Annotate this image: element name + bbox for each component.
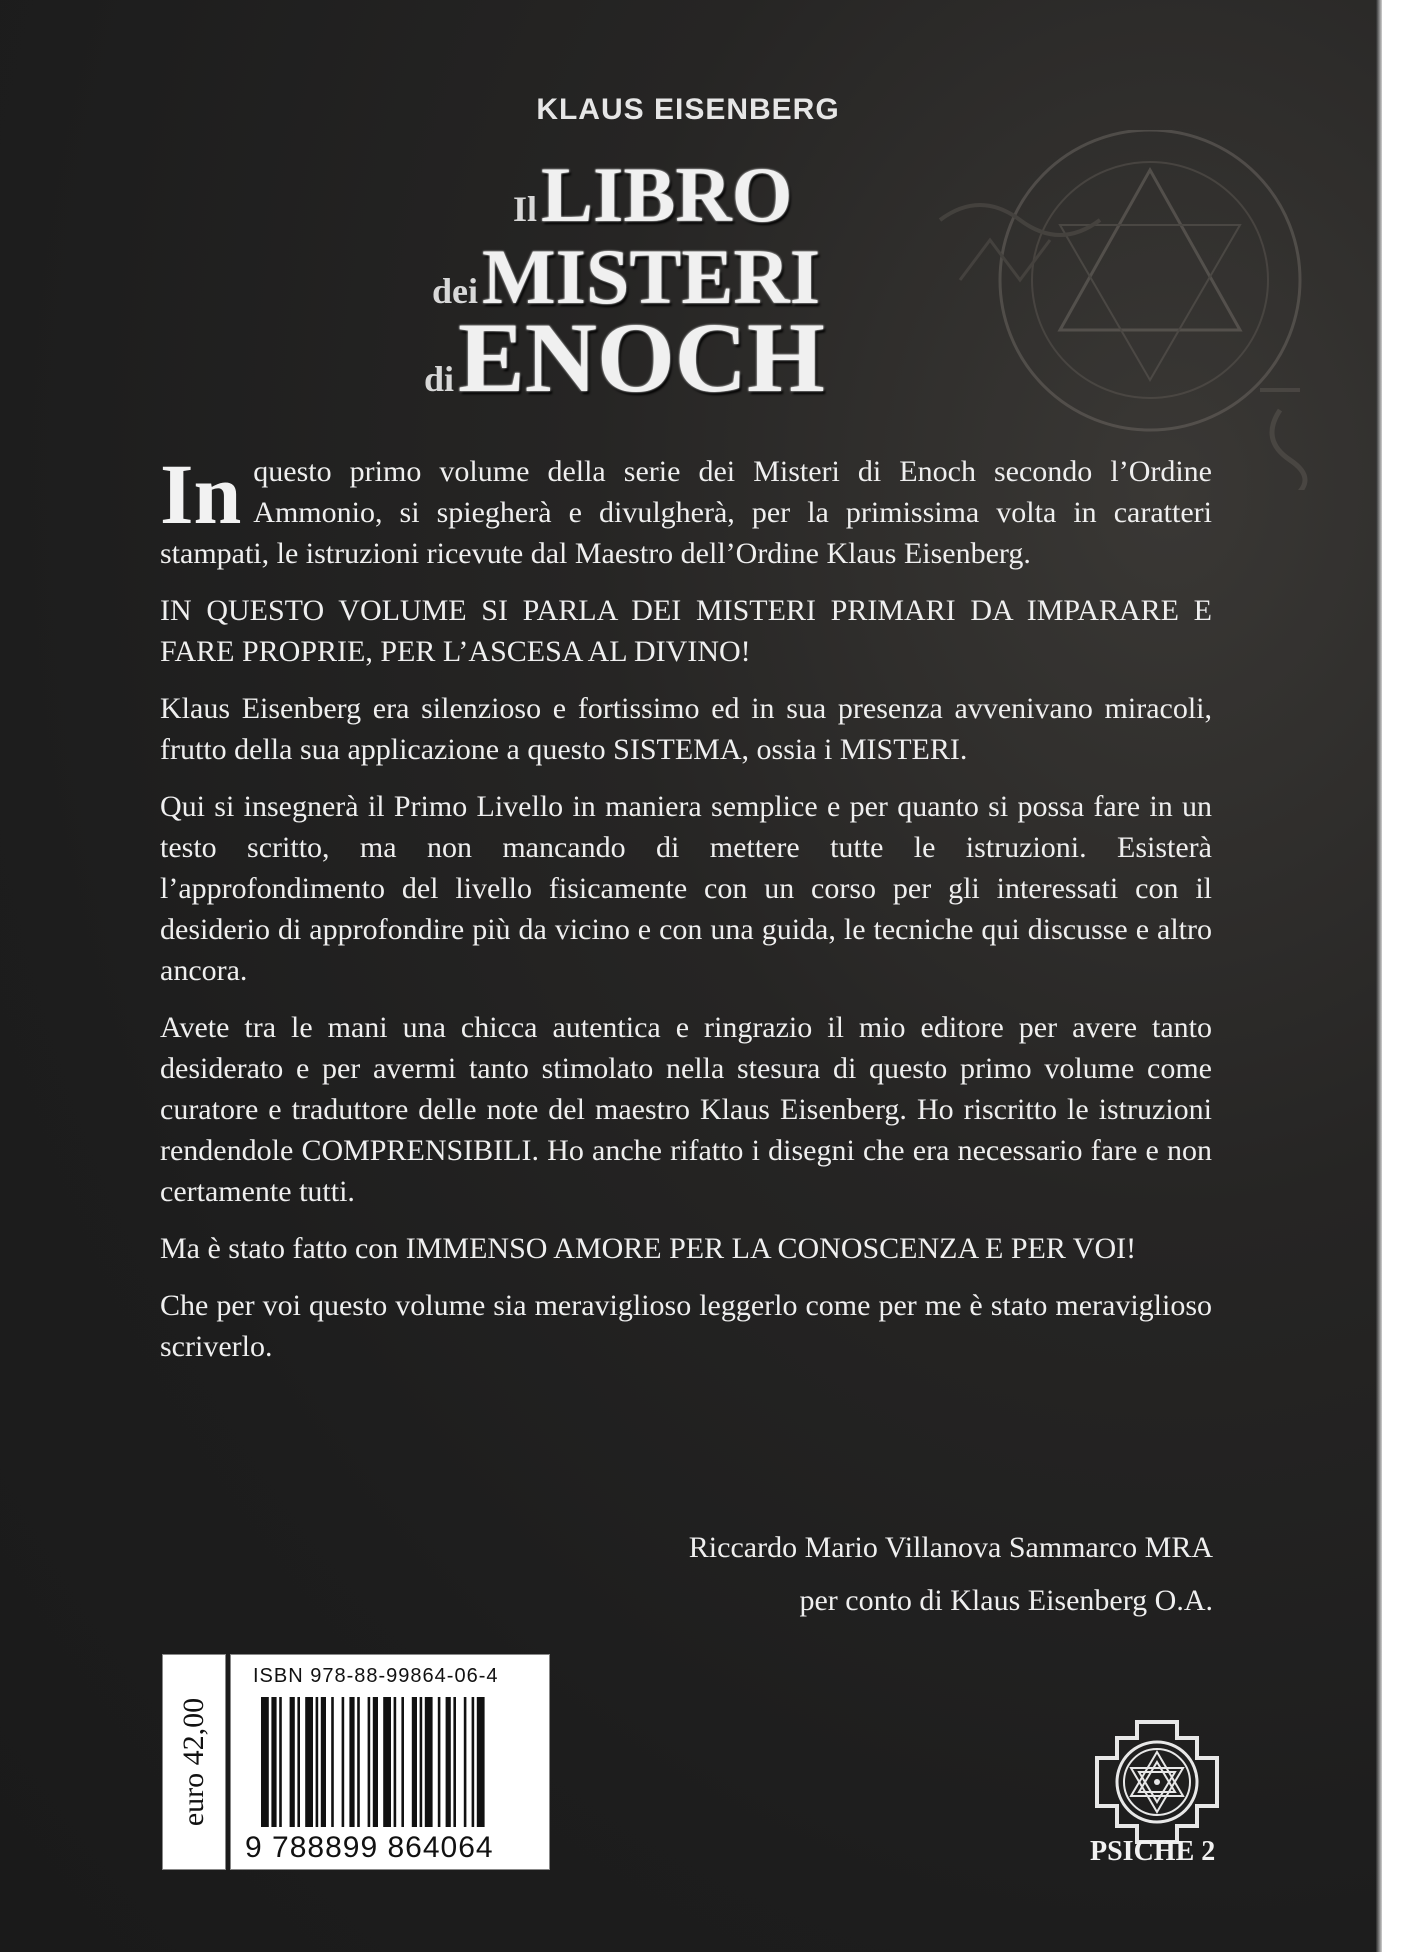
author-name: KLAUS EISENBERG	[536, 93, 840, 126]
barcode-label	[230, 1654, 550, 1870]
paragraph-3: Klaus Eisenberg era silenzioso e fortissimo ed in sua presenza avvenivano miracoli, frutto della sua applicazione a questo SISTEMA, ossia i MISTERI.	[160, 692, 1212, 766]
paragraph-2: IN QUESTO VOLUME SI PARLA DEI MISTERI PRIMARI DA IMPARARE E FARE PROPRIE, PER L’ASCESA AL DIVINO!	[160, 594, 1212, 668]
title-word-enoch: ENOCH	[458, 302, 825, 413]
signature-name: Riccardo Mario Villanova Sammarco MRA	[688, 1531, 1213, 1564]
title-word-libro: LIBRO	[541, 151, 793, 238]
price-text: euro 42,00	[177, 1697, 210, 1827]
ean-number: 9 788899 864064	[245, 1831, 494, 1864]
title-word-misteri: MISTERI	[482, 233, 821, 320]
paragraph-6: Ma è stato fatto con IMMENSO AMORE PER LA CONOSCENZA E PER VOI!	[160, 1232, 1137, 1265]
title-line-3	[424, 300, 825, 415]
paragraph-1-text: questo primo volume della serie dei Misteri di Enoch secondo l’Ordine Ammonio, si spiegherà e divulgherà, per la primissima volta in caratteri stampati, le istruzioni ricevute dal Maestro dell’Ordine Klaus Eisenberg.	[160, 455, 1212, 570]
signature-affiliation: per conto di Klaus Eisenberg O.A.	[799, 1584, 1213, 1617]
paragraph-4: Qui si insegnerà il Primo Livello in maniera semplice e per quanto si possa fare in un testo scritto, ma non mancando di mettere tutte le istruzioni. Esisterà l’approfondimento del livello fisicamente con un corso per gli interessati con il desiderio di approfondire più da vicino e con una guida, le tecniche qui discusse e altro ancora.	[160, 790, 1212, 987]
title-preposition-dei: dei	[432, 271, 479, 311]
publisher-name: PSICHE 2	[1090, 1836, 1216, 1867]
sri-yantra-logo-icon	[1093, 1718, 1221, 1846]
paragraph-1	[160, 446, 1212, 574]
cover-edge	[1376, 0, 1382, 1952]
barcode-icon	[261, 1697, 541, 1827]
price-label	[162, 1654, 226, 1870]
blurb-text	[160, 446, 1212, 1383]
title-line-1	[513, 150, 792, 240]
paragraph-5: Avete tra le mani una chicca autentica e ringrazio il mio editore per avere tanto desiderato e per avermi tanto stimolato nella stesura di questo primo volume come curatore e traduttore delle note del maestro Klaus Eisenberg. Ho riscritto le istruzioni rendendole COMPRENSIBILI. Ho anche rifatto i disegni che era necessario fare e non certamente tutti.	[160, 1011, 1212, 1208]
title-preposition-di: di	[424, 359, 455, 399]
paragraph-7: Che per voi questo volume sia meraviglioso leggerlo come per me è stato meraviglioso scriverlo.	[160, 1289, 1212, 1363]
title-article: Il	[513, 189, 538, 229]
drop-cap: In	[160, 446, 242, 542]
occult-sigil-icon	[900, 130, 1320, 490]
isbn-text: ISBN 978-88-99864-06-4	[253, 1665, 499, 1687]
